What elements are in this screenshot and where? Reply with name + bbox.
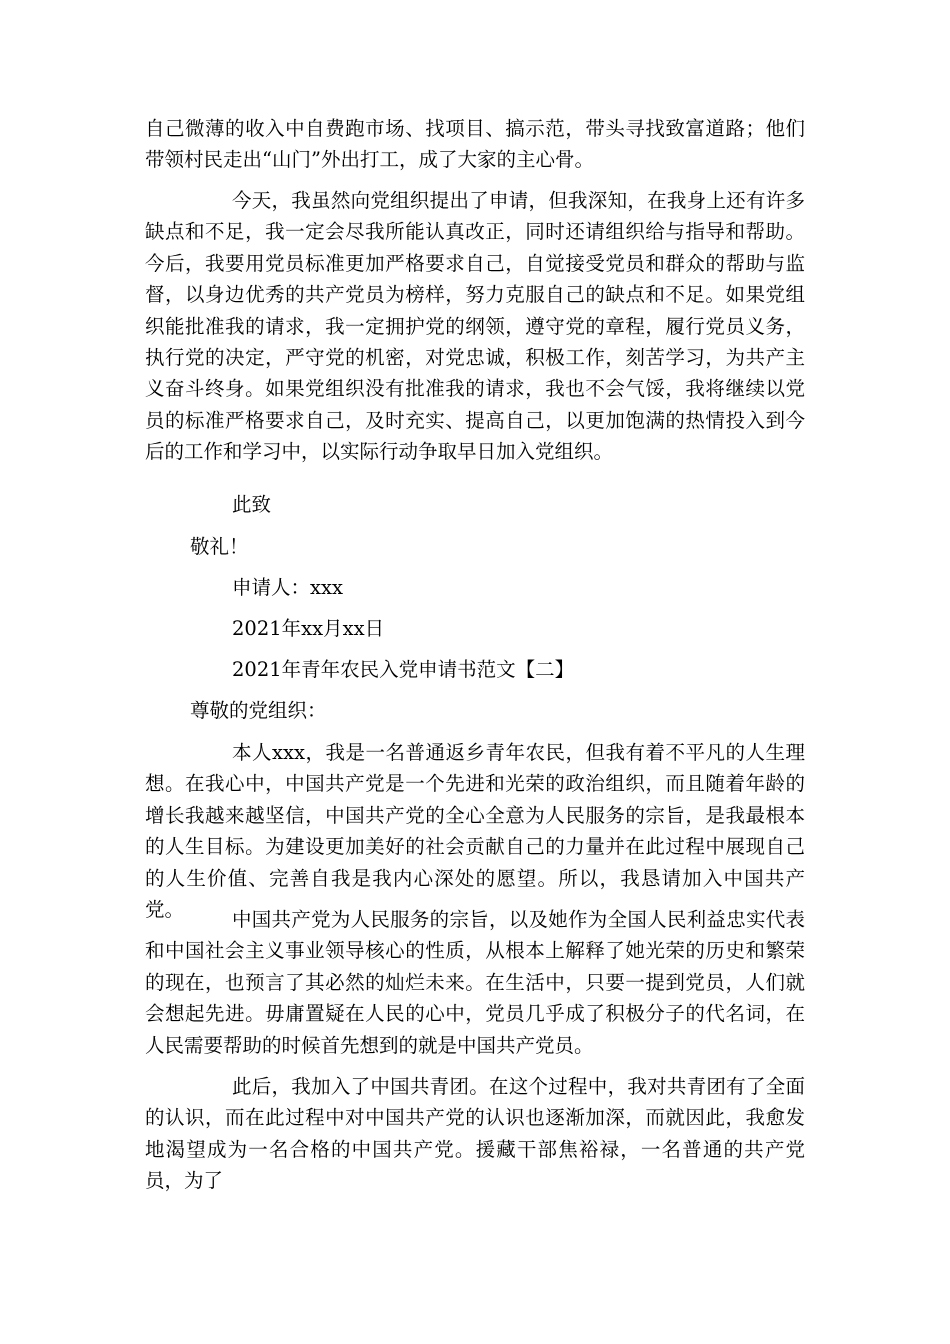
applicant-signature: 申请人：xxx [232, 576, 343, 599]
greeting: 尊敬的党组织： [190, 699, 327, 722]
section-title: 2021年青年农民入党申请书范文【二】 [232, 658, 575, 681]
paragraph-continuation: 自己微薄的收入中自费跑市场、找项目、搞示范，带头寻找致富道路；他们带领村民走出“山门”外出打工，成了大家的主心骨。 [145, 117, 805, 172]
paragraph-introduction: 本人xxx，我是一名普通返乡青年农民，但我有着不平凡的人生理想。在我心中，中国共产党是一个先进和光荣的政治组织，而且随着年龄的增长我越来越坚信，中国共产党的全心全意为人民服务的宗旨，是我最根本的人生目标。为建设更加美好的社会贡献自己的力量并在此过程中展现自己的人生价值、完善自我是我内心深处的愿望。所以，我恳请加入中国共产党。 [145, 741, 805, 922]
paragraph-youth-league: 此后，我加入了中国共青团。在这个过程中，我对共青团有了全面的认识，而在此过程中对中国共产党的认识也逐渐加深，而就因此，我愈发地渴望成为一名合格的中国共产党。援藏干部焦裕禄，一名普通的共产党员，为了 [145, 1075, 805, 1193]
paragraph-pledge: 今天，我虽然向党组织提出了申请，但我深知，在我身上还有许多缺点和不足，我一定会尽我所能认真改正，同时还请组织给与指导和帮助。今后，我要用党员标准更加严格要求自己，自觉接受党员和群众的帮助与监督，以身边优秀的共产党员为榜样，努力克服自己的缺点和不足。如果党组织能批准我的请求，我一定拥护党的纲领，遵守党的章程，履行党员义务，执行党的决定，严守党的机密，对党忠诚，积极工作，刻苦学习，为共产主义奋斗终身。如果党组织没有批准我的请求，我也不会气馁，我将继续以党员的标准严格要求自己，及时充实、提高自己，以更加饱满的热情投入到今后的工作和学习中，以实际行动争取早日加入党组织。 [145, 189, 805, 464]
application-date: 2021年xx月xx日 [232, 617, 385, 640]
closing-salutation: 此致 [232, 493, 272, 516]
closing-respect: 敬礼！ [190, 535, 249, 558]
paragraph-party-purpose: 中国共产党为人民服务的宗旨，以及她作为全国人民利益忠实代表和中国社会主义事业领导核心的性质，从根本上解释了她光荣的历史和繁荣的现在，也预言了其必然的灿烂未来。在生活中，只要一提到党员，人们就会想起先进。毋庸置疑在人民的心中，党员几乎成了积极分子的代名词，在人民需要帮助的时候首先想到的就是中国共产党员。 [145, 908, 805, 1057]
